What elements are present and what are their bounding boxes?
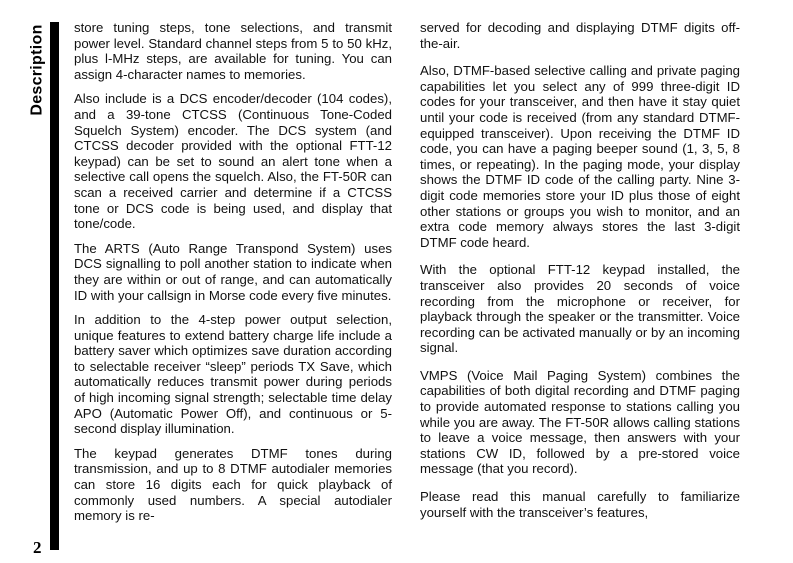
paragraph-tuning-steps: store tuning steps, tone selections, and transmit power level. Standard channel steps from 5 to 50 kHz, plus l-MHz steps, are available for tuning. You can assign 4-character names to memories.: [74, 20, 392, 82]
paragraph-dtmf-autodialer: The keypad generates DTMF tones during transmission, and up to 8 DTMF autodialer memories can store 16 digits each for quick playback of commonly used numbers. A special autodialer memory is re-: [74, 445, 392, 524]
right-column: [420, 20, 740, 532]
page-number: 2: [33, 538, 42, 557]
paragraph-arts: The ARTS (Auto Range Transpond System) uses DCS signalling to poll another station to indicate when they are within or out of range, and can automatically ID with your callsign in Morse code every five minutes.: [74, 240, 392, 303]
section-marker-bar: [50, 22, 59, 550]
paragraph-vmps: VMPS (Voice Mail Paging System) combines the capabilities of both digital recording and DTMF paging to provide automated response to stations calling you while you are away. The FT-50R allows calling stations to leave a voice message, then answers with your stations CW ID, followed by a pre-stored voice message (that you record).: [420, 367, 740, 477]
left-column: [74, 20, 392, 533]
section-title: [27, 22, 49, 118]
section-title-text: Description: [29, 24, 47, 116]
paragraph-read-manual: Please read this manual carefully to familiarize yourself with the transceiver’s features,: [420, 489, 740, 520]
paragraph-voice-recording: With the optional FTT-12 keypad installed, the transceiver also provides 20 seconds of voice recording from the microphone or receiver, for playback through the speaker or the transmitter. Voice recording can be activated manually or by an incoming signal.: [420, 262, 740, 356]
paragraph-power-battery: In addition to the 4-step power output selection, unique features to extend battery charge life include a battery saver which optimizes save duration according to selectable receiver “sleep” periods TX Save, which automatically reduces transmit power during periods of high incoming signal strength; selectable time delay APO (Automatic Power Off), and continuous or 5-second display illumination.: [74, 312, 392, 437]
paragraph-selective-calling: Also, DTMF-based selective calling and private paging capabilities let you select any of 999 three-digit ID codes for your transceiver, and then have it stay quiet until your code is received (from any standard DTMF-equipped transceiver). Upon receiving the DTMF ID code, you can have a paging beeper sound (1, 3, 5, 8 times, or repeating). In the paging mode, your display shows the DTMF ID code of the calling party. Nine 3-digit code memories store your ID plus those of eight other stations or groups you wish to monitor, and an extra code memory always stores the last 3-digit DTMF code heard.: [420, 63, 740, 250]
paragraph-dcs-ctcss: Also include is a DCS encoder/decoder (104 codes), and a 39-tone CTCSS (Continuous Tone-Coded Squelch System) encoder. The DCS system (and CTCSS decoder provided with the optional FTT-12 keypad) can be set to sound an alert tone when a selective call opens the squelch. Also, the FT-50R can scan a received carrier and determine if a CTCSS tone or DCS code is being used, and display that tone/code.: [74, 91, 392, 232]
paragraph-dtmf-decode: served for decoding and displaying DTMF digits off-the-air.: [420, 20, 740, 51]
